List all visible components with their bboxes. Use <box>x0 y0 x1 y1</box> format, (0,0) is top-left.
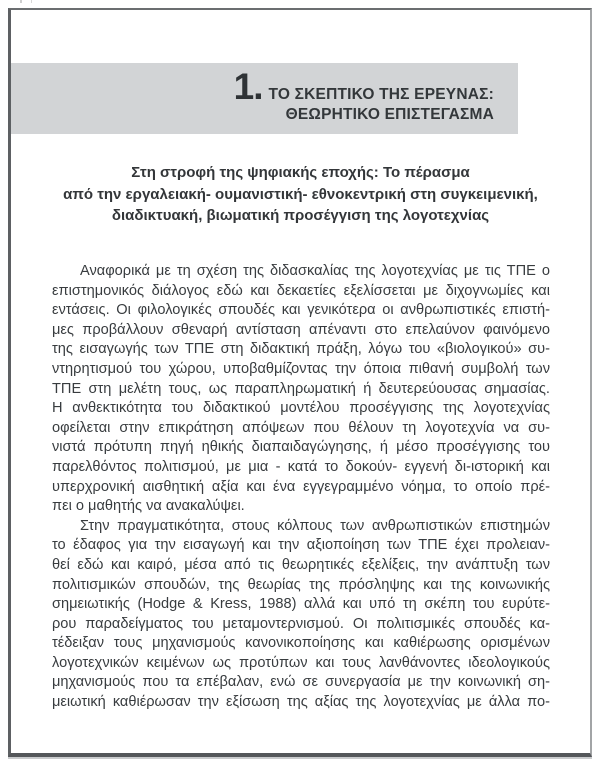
text-line: μηχανισμούς που τα επέβαλαν, ενώ σε συνεργασία με την κοινωνική ση- <box>52 674 550 691</box>
chapter-title <box>269 85 494 125</box>
document-page <box>8 8 592 757</box>
text-line: υπερχρονική αισθητική αξία και ένα εγγεγραμμένο νόημα, το οποίο πρέ- <box>52 478 550 495</box>
body-text <box>52 262 550 713</box>
text-line: μες προβάλλουν σθεναρή αντίσταση απέναντι στο επελαύνον φαινόμενο <box>52 321 550 338</box>
text-line: μειωτική καθιέρωσαν την εξίσωση της αξίας της λογοτεχνίας με άλλα πο- <box>52 694 550 711</box>
chapter-heading-band <box>11 63 518 134</box>
paragraph-1 <box>52 262 550 517</box>
text-line: το έδαφος για την εισαγωγή και την αξιοποίηση των ΤΠΕ έχει προλειαν- <box>52 537 550 554</box>
subtitle-line: Στη στροφή της ψηφιακής εποχής: Το πέρασμα <box>131 164 470 181</box>
chapter-title-line-2: ΘΕΩΡΗΤΙΚΟ ΕΠΙΣΤΕΓΑΣΜΑ <box>285 106 494 123</box>
chapter-number: 1. <box>233 66 263 107</box>
text-line: νιστά πρότυπη πηγή ηθικής διαπαιδαγώγησης, ή μέσο προσέγγισης του <box>52 439 550 456</box>
text-line: Στην πραγματικότητα, στους κόλπους των ανθρωπιστικών επιστημών <box>80 517 550 534</box>
text-line: πολιτισμικών σπουδών, της θεωρίας της πρόσληψης και της κοινωνικής <box>52 576 550 593</box>
text-line: της εισαγωγής των ΤΠΕ στη διδακτική πράξη, λόγω του «βιολογικού» συ- <box>52 341 550 358</box>
text-line: λογοτεχνικών κειμένων ως προτύπων και τους λανθάνοντες ιδεολογικούς <box>52 654 550 671</box>
text-line: Αναφορικά με τη σχέση της διδασκαλίας της λογοτεχνίας με τις ΤΠΕ ο <box>80 263 550 279</box>
text-line: ντηρητισμού του χώρου, υποβαθμίζοντας την όποια πιθανή συμβολή των <box>52 360 550 377</box>
text-line: εντάσεις. Οι φιλολογικές σπουδές και γενικότερα οι ανθρωπιστικές επιστή- <box>52 302 550 319</box>
text-line: παρελθόντος πολιτισμού, με μια - κατά το δοκούν- εγγενή δι-ιστορική και <box>52 458 550 475</box>
chapter-title-line-1: ΤΟ ΣΚΕΠΤΙΚΟ ΤΗΣ ΕΡΕΥΝΑΣ: <box>268 86 494 103</box>
text-line: τέδειξαν τους μηχανισμούς κανονικοποίησης και καθιέρωσης ορισμένων <box>52 635 550 652</box>
text-line: θεί εδώ και καιρό, μέσα από τις θεωρητικές εξελίξεις, την ανάπτυξη των <box>52 556 550 573</box>
text-line: οφείλεται στην επικράτηση απόψεων που θέλουν τη λογοτεχνία να συ- <box>52 419 550 436</box>
text-line: πει ο μαθητής να ανακαλύψει. <box>52 498 245 515</box>
subtitle-line: διαδικτυακή, βιωματική προσέγγιση της λογοτεχνίας <box>111 207 490 224</box>
section-subtitle <box>11 162 590 227</box>
text-line: ρου παραδείγματος του μεταμοντερνισμού. Οι πολιτισμικές σπουδές κα- <box>52 615 550 632</box>
text-line: επιστημονικός διάλογος εδώ και δεκαετίες εξελίσσεται με διχογνωμίες και <box>52 282 550 299</box>
subtitle-line: από την εργαλειακή- ουμανιστική- εθνοκεντρική στη συγκειμενική, <box>63 185 538 203</box>
scan-artifact <box>20 0 32 3</box>
paragraph-2 <box>52 517 550 713</box>
text-line: σημειωτικής (Hodge & Kress, 1988) αλλά και υπό τη σκέπη του ευρύτε- <box>52 596 550 613</box>
text-line: Η ανθεκτικότητα του διδακτικού μοντέλου προσέγγισης της λογοτεχνίας <box>52 400 550 417</box>
text-line: ΤΠΕ στη μελέτη τους, ως παραπληρωματική ή δευτερεύουσας σημασίας. <box>52 380 550 397</box>
